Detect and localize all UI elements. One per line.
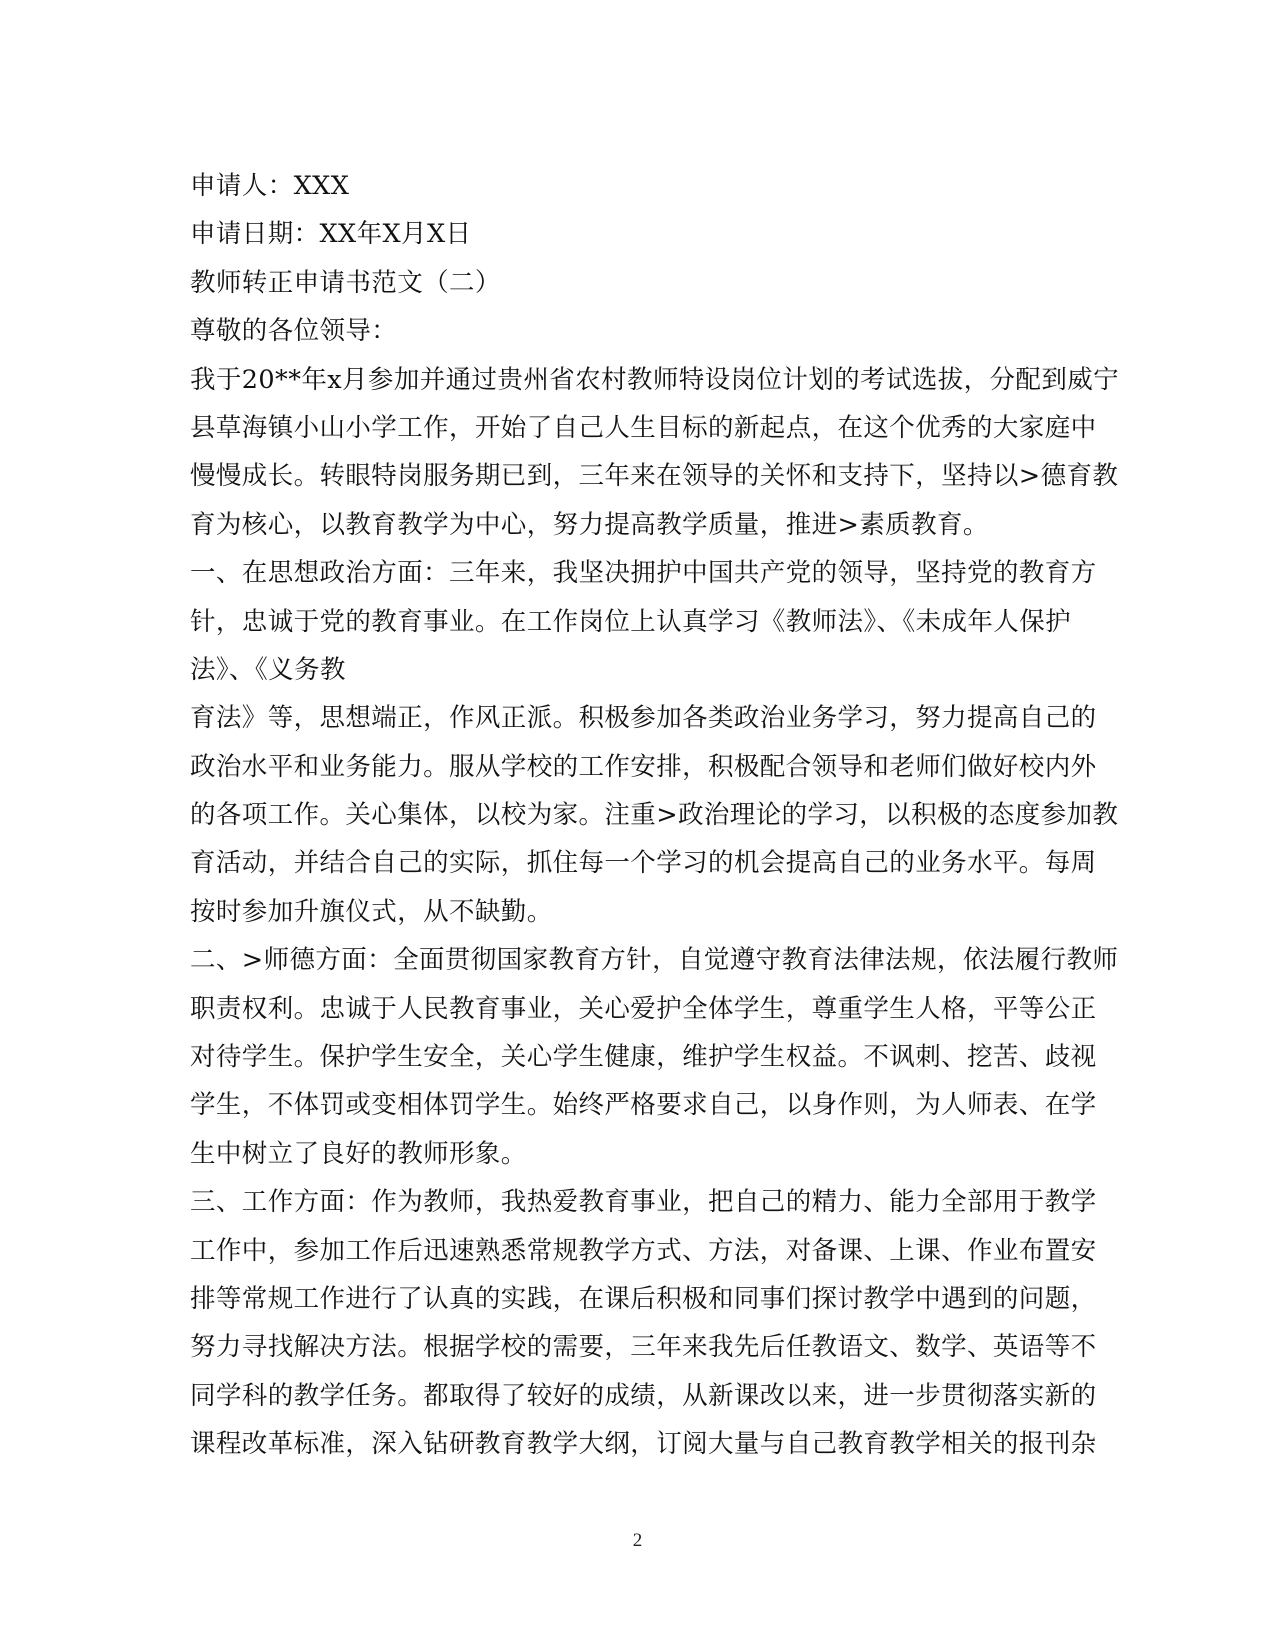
text-line: 县草海镇小山小学工作，开始了自己人生目标的新起点，在这个优秀的大家庭中 (190, 412, 1097, 443)
text-line: 政治水平和业务能力。服从学校的工作安排，积极配合领导和老师们做好校内外 (190, 751, 1097, 782)
text-line: 一、在思想政治方面：三年来，我坚决拥护中国共产党的领导，坚持党的教育方 (190, 558, 1097, 589)
text-line: 工作中，参加工作后迅速熟悉常规教学方式、方法，对备课、上课、作业布置安 (190, 1235, 1097, 1266)
text-line: 职责权利。忠诚于人民教育事业，关心爱护全体学生，尊重学生人格，平等公正 (190, 993, 1097, 1024)
text-line: 排等常规工作进行了认真的实践，在课后积极和同事们探讨教学中遇到的问题， (190, 1283, 1097, 1314)
text-line: 按时参加升旗仪式，从不缺勤。 (190, 896, 553, 927)
text-line: 努力寻找解决方法。根据学校的需要，三年来我先后任教语文、数学、英语等不 (190, 1332, 1097, 1363)
applicant-line: 申请人：XXX (190, 171, 350, 201)
text-line: 二、>师德方面：全面贯彻国家教育方针，自觉遵守教育法律法规，依法履行教师 (190, 945, 1119, 976)
document-body (190, 162, 1120, 1469)
text-line: 同学科的教学任务。都取得了较好的成绩，从新课改以来，进一步贯彻落实新的 (190, 1380, 1097, 1411)
text-line: 我于20**年x月参加并通过贵州省农村教师特设岗位计划的考试选拔，分配到威宁 (190, 364, 1120, 395)
text-line: 育活动，并结合自己的实际，抓住每一个学习的机会提高自己的业务水平。每周 (190, 848, 1097, 879)
text-line: 生中树立了良好的教师形象。 (190, 1138, 527, 1169)
text-line: 针，忠诚于党的教育事业。在工作岗位上认真学习《教师法》、《未成年人保护 (190, 606, 1072, 637)
text-line: 的各项工作。关心集体，以校为家。注重>政治理论的学习，以积极的态度参加教 (190, 800, 1119, 831)
text-line: 法》、《义务教 (190, 654, 346, 685)
document-title: 教师转正申请书范文（二） (190, 267, 501, 298)
text-line: 育法》等，思想端正，作风正派。积极参加各类政治业务学习，努力提高自己的 (190, 703, 1097, 734)
text-line: 学生，不体罚或变相体罚学生。始终严格要求自己，以身作则，为人师表、在学 (190, 1090, 1097, 1121)
text-line: 慢慢成长。转眼特岗服务期已到，三年来在领导的关怀和支持下，坚持以>德育教 (190, 461, 1119, 492)
text-line: 对待学生。保护学生安全，关心学生健康，维护学生权益。不讽刺、挖苦、歧视 (190, 1042, 1097, 1073)
application-date-line: 申请日期：XX年X月X日 (190, 219, 472, 250)
text-line: 育为核心，以教育教学为中心，努力提高教学质量，推进>素质教育。 (190, 509, 989, 540)
text-line: 课程改革标准，深入钻研教育教学大纲，订阅大量与自己教育教学相关的报刊杂 (190, 1429, 1097, 1460)
page-number: 2 (632, 1530, 643, 1551)
text-line: 三、工作方面：作为教师，我热爱教育事业，把自己的精力、能力全部用于教学 (190, 1187, 1097, 1218)
salutation: 尊敬的各位领导： (190, 316, 398, 347)
